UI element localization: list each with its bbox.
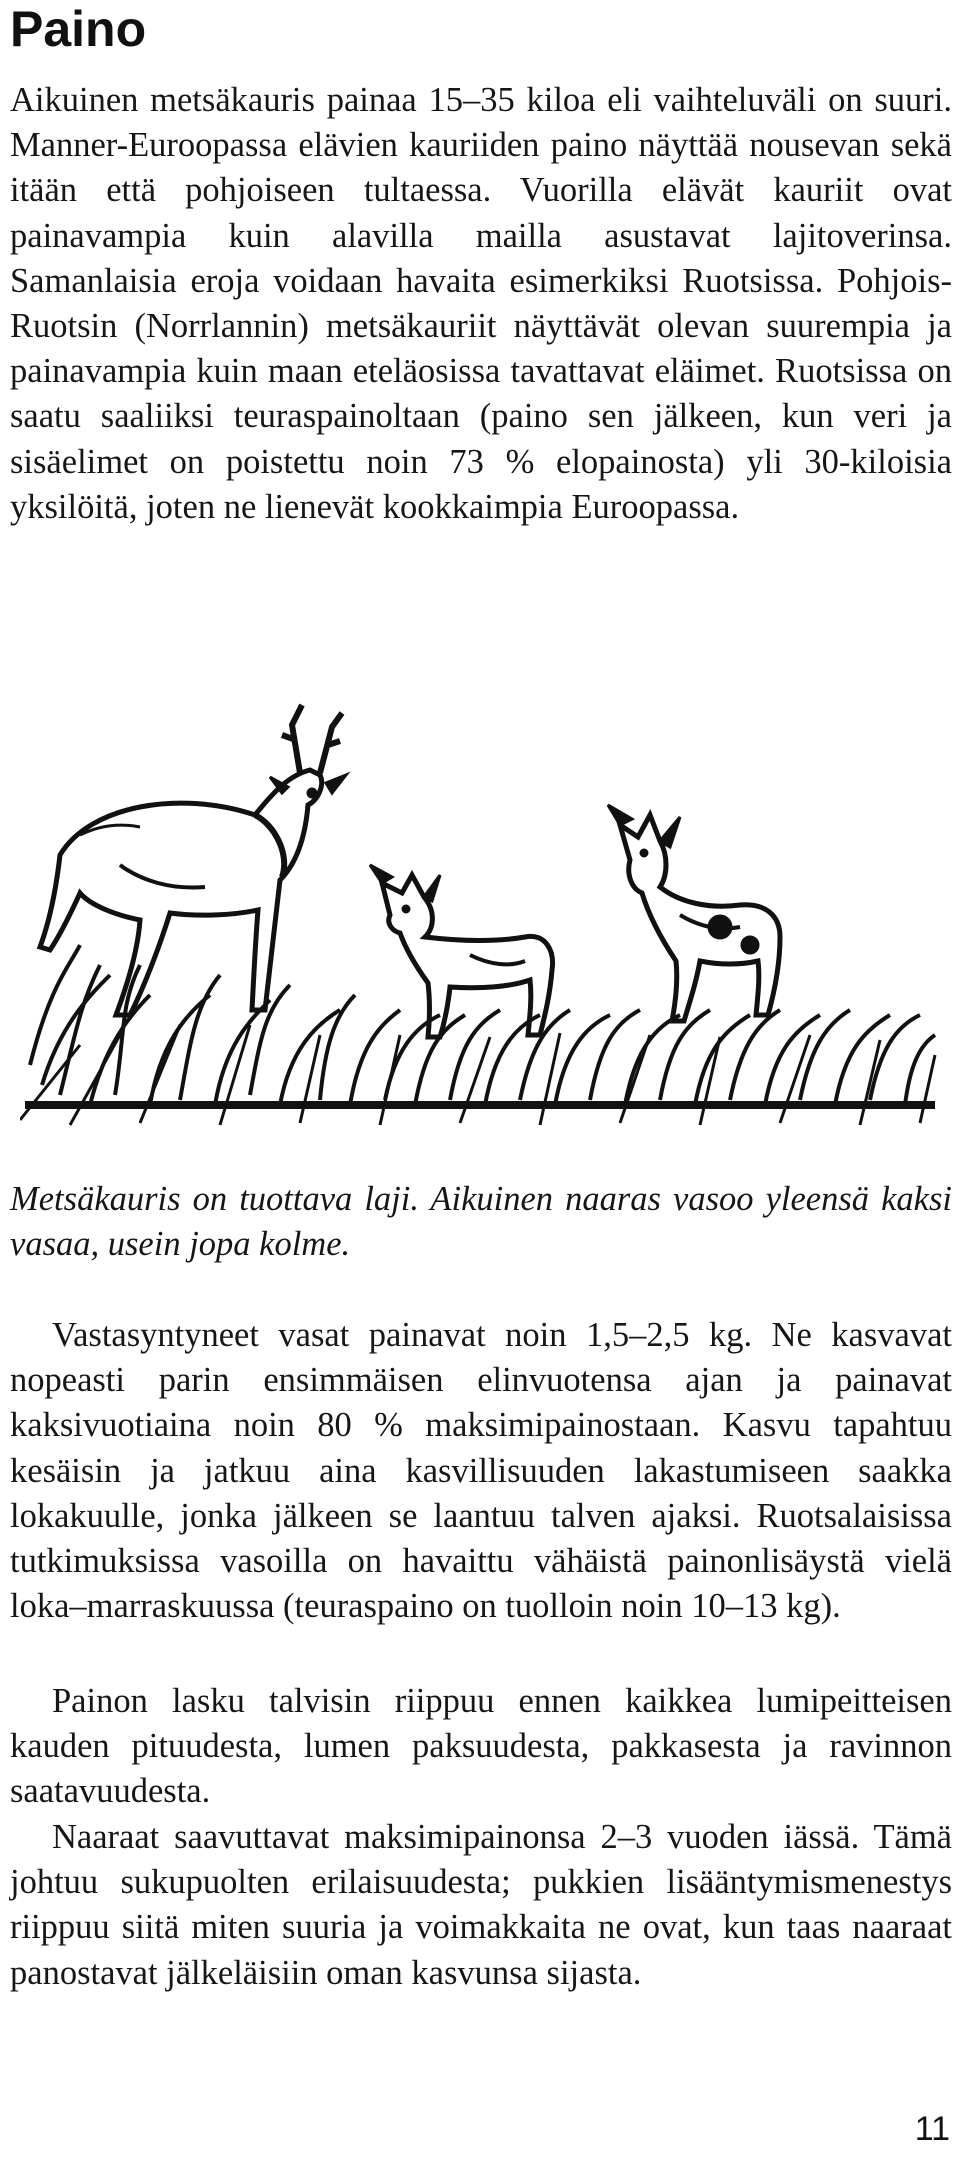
section-heading: Paino — [10, 1, 147, 57]
paragraph-fawn-growth: Vastasyntyneet vasat painavat noin 1,5–2,5 kg. Ne kasvavat nopeasti parin ensimmäisen elinvuotensa ajan ja painavat kaksivuotiaina noin 80 % maksimipainostaan. Kasvu tapahtuu kesäisin ja jatkuu aina kasvillisuuden lakastumiseen saakka lokakuulle, jonka jälkeen se laantuu talven ajaksi. Ruotsalaisissa tutkimuksissa vasoilla on havaittu vähäistä painonlisäystä vielä loka–marraskuussa (teuraspaino on tuolloin noin 10–13 kg). — [10, 1316, 952, 1626]
paragraph-weight-overview: Aikuinen metsäkauris painaa 15–35 kiloa eli vaihteluväli on suuri. Manner-Euroopassa elävien kauriiden paino näyttää nousevan sekä itään että pohjoiseen tultaessa. Vuorilla elävät kauriit ovat painavampia kuin alavilla mailla asustavat lajitoverinsa. Samanlaisia eroja voidaan havaita esimerkiksi Ruotsissa. Pohjois-Ruotsin (Norrlannin) metsäkauriit näyttävät olevan suurempia ja painavampia kuin maan eteläosissa tavattavat eläimet. Ruotsissa on saatu saaliiksi teuraspainoltaan (paino sen jälkeen, kun veri ja sisäelimet on poistettu noin 73 % elopainosta) yli 30-kiloisia yksilöitä, joten ne lienevät kookkaimpia Euroopassa. — [10, 81, 952, 526]
roe-buck-figure — [40, 705, 346, 1015]
roe-deer-illustration — [20, 665, 940, 1135]
roe-fawn-figure — [608, 805, 780, 1021]
paragraph-female-maximum-weight: Naaraat saavuttavat maksimipainonsa 2–3 vuoden iässä. Tämä johtuu sukupuolten erilaisuudesta; pukkien lisääntymismenestys riippuu siitä miten suuria ja voimakkaita ne ovat, kun taas naaraat panostavat jälkeläisiin oman kasvunsa sijasta. — [10, 1818, 952, 1992]
illustration-caption: Metsäkauris on tuottava laji. Aikuinen naaras vasoo yleensä kaksi vasaa, usein jopa kolme. — [10, 1180, 952, 1263]
paragraph-winter-weight-loss: Painon lasku talvisin riippuu ennen kaikkea lumipeitteisen kauden pituudesta, lumen paksuudesta, pakkasesta ja ravinnon saatavuudesta. — [10, 1682, 952, 1811]
page-number: 11 — [914, 2110, 950, 2148]
